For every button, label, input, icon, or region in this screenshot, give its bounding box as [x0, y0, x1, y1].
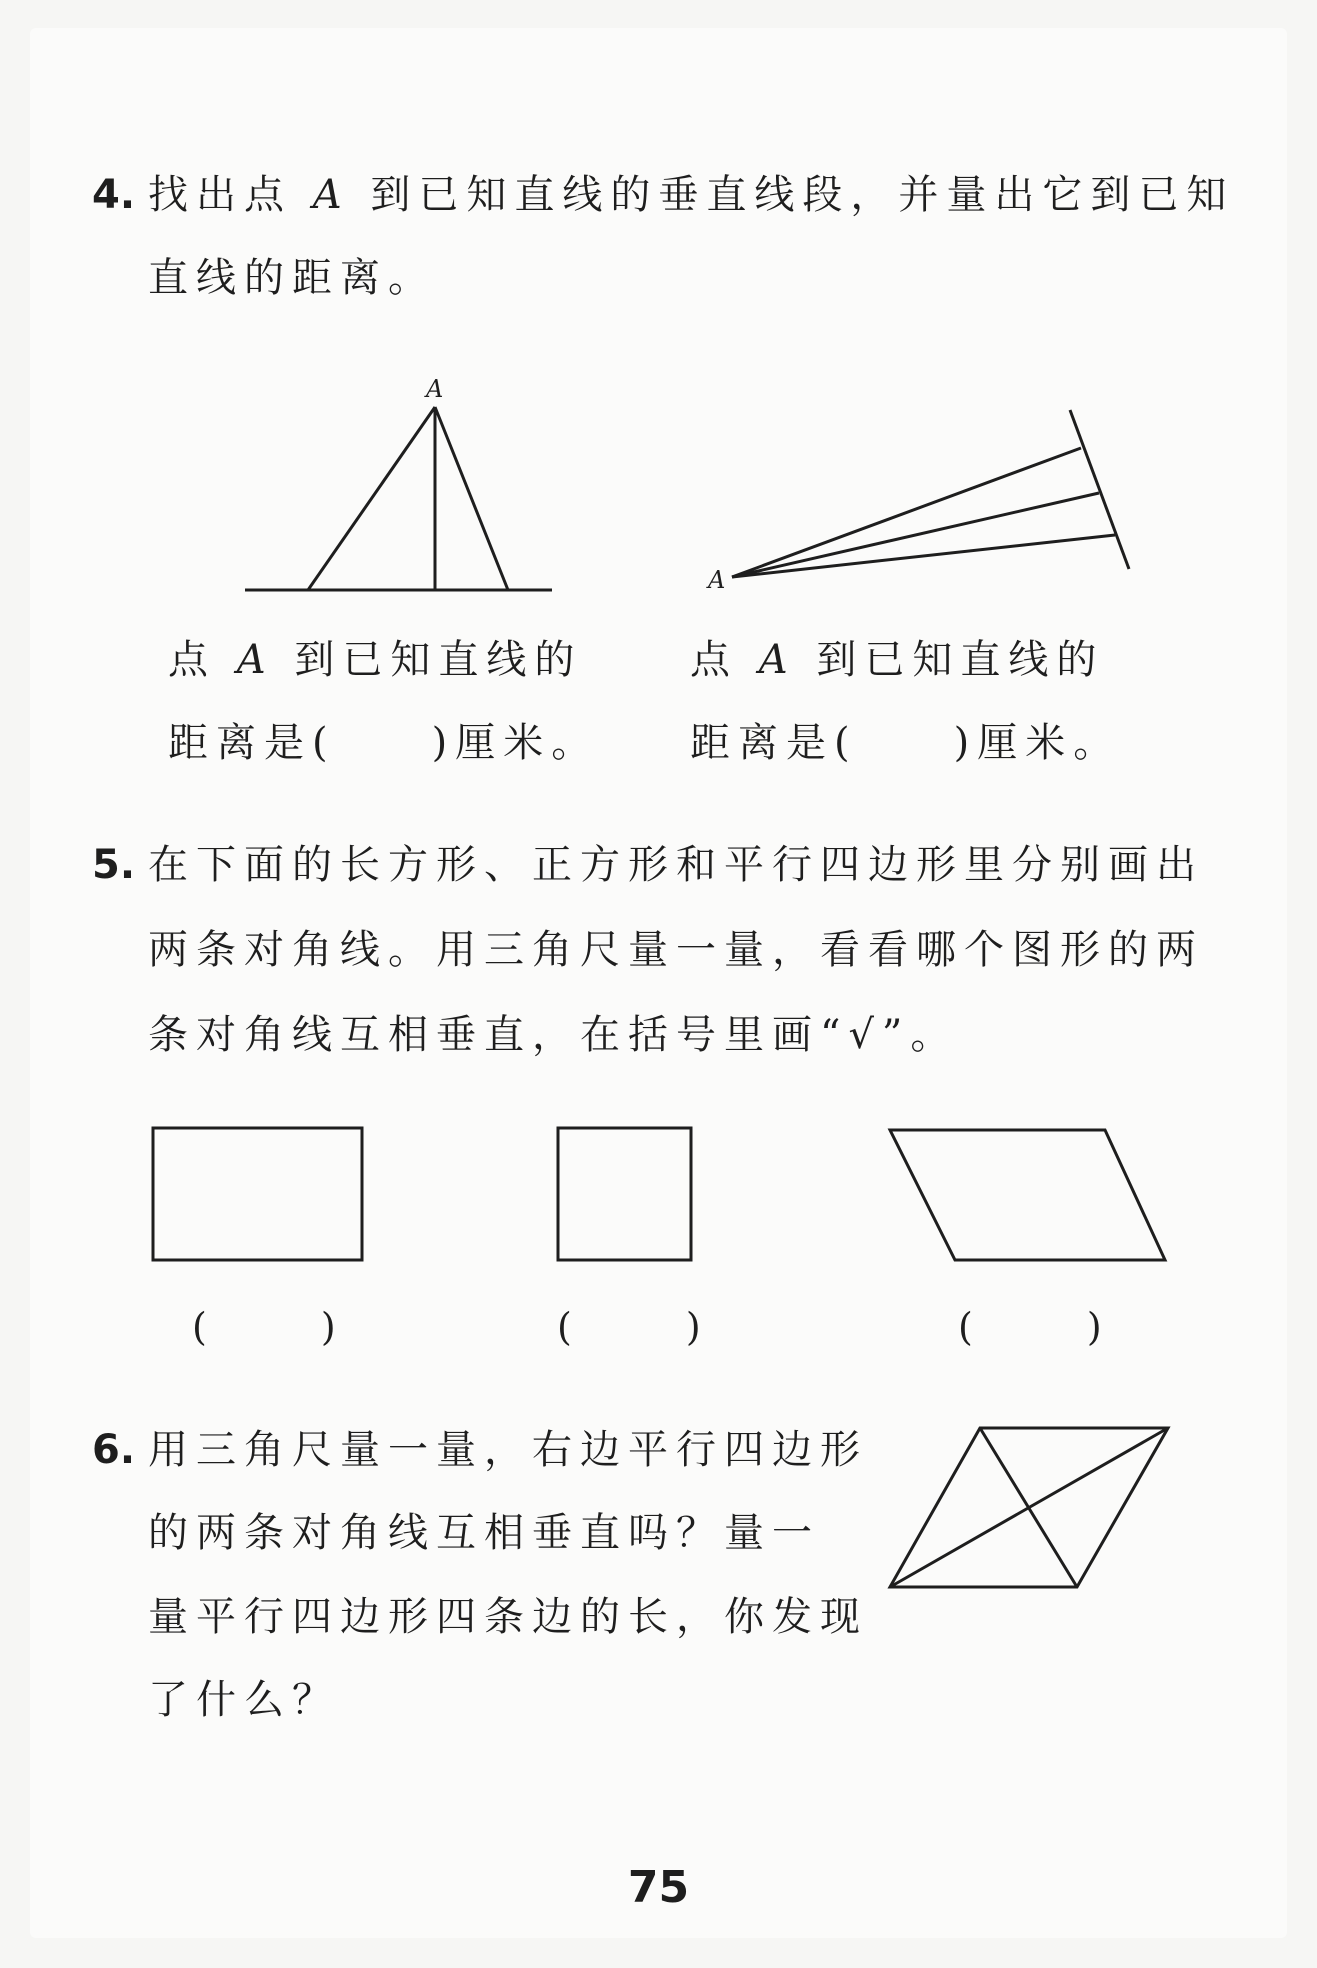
q5-rectangle: [150, 1125, 370, 1265]
segment-middle: [732, 493, 1099, 577]
q5-square: [555, 1125, 695, 1265]
diagonal-long: [890, 1428, 1168, 1587]
q4-triangle-figure: [240, 370, 560, 600]
q4-right-answer-line2: 距离是( )厘米。: [690, 720, 1122, 766]
q5-line3: 条对角线互相垂直，在括号里画“√”。: [148, 1012, 959, 1058]
q5-bracket-parallelogram[interactable]: ( ): [958, 1305, 1102, 1349]
q6-line4: 了什么？: [148, 1677, 340, 1723]
point-a-label: A: [708, 566, 726, 594]
rectangle-shape: [153, 1128, 362, 1260]
q5-parallelogram: [885, 1125, 1175, 1265]
worksheet-page: [30, 28, 1287, 1938]
q4-left-answer-line2: 距离是( )厘米。: [168, 720, 600, 766]
q6-line1: 用三角尺量一量，右边平行四边形: [148, 1427, 868, 1473]
q5-bracket-rectangle[interactable]: ( ): [192, 1305, 336, 1349]
q6-rhombus-figure: [885, 1425, 1175, 1595]
q5-line1: 在下面的长方形、正方形和平行四边形里分别画出: [148, 842, 1204, 888]
q4-line1: 找出点 A 到已知直线的垂直线段，并量出它到已知: [148, 172, 1235, 218]
q4-segments-figure: [705, 405, 1145, 605]
triangle-left-side: [308, 407, 435, 590]
triangle-right-side: [435, 407, 508, 590]
q6-line3: 量平行四边形四条边的长，你发现: [148, 1594, 868, 1640]
q4-number: 4.: [92, 172, 136, 218]
q6-line2: 的两条对角线互相垂直吗？量一: [148, 1510, 820, 1556]
q4-line2: 直线的距离。: [148, 255, 436, 301]
page-number: 75: [627, 1862, 690, 1913]
q6-number: 6.: [92, 1427, 136, 1473]
q4-right-answer-line1: 点 A 到已知直线的: [690, 637, 1105, 683]
q5-bracket-square[interactable]: ( ): [557, 1305, 701, 1349]
known-line: [1070, 410, 1129, 569]
square-shape: [558, 1128, 691, 1260]
parallelogram-shape: [890, 1130, 1165, 1260]
q5-line2: 两条对角线。用三角尺量一量，看看哪个图形的两: [148, 927, 1204, 973]
q5-number: 5.: [92, 842, 136, 888]
q4-left-answer-line1: 点 A 到已知直线的: [168, 637, 583, 683]
point-a-label: A: [426, 375, 444, 403]
